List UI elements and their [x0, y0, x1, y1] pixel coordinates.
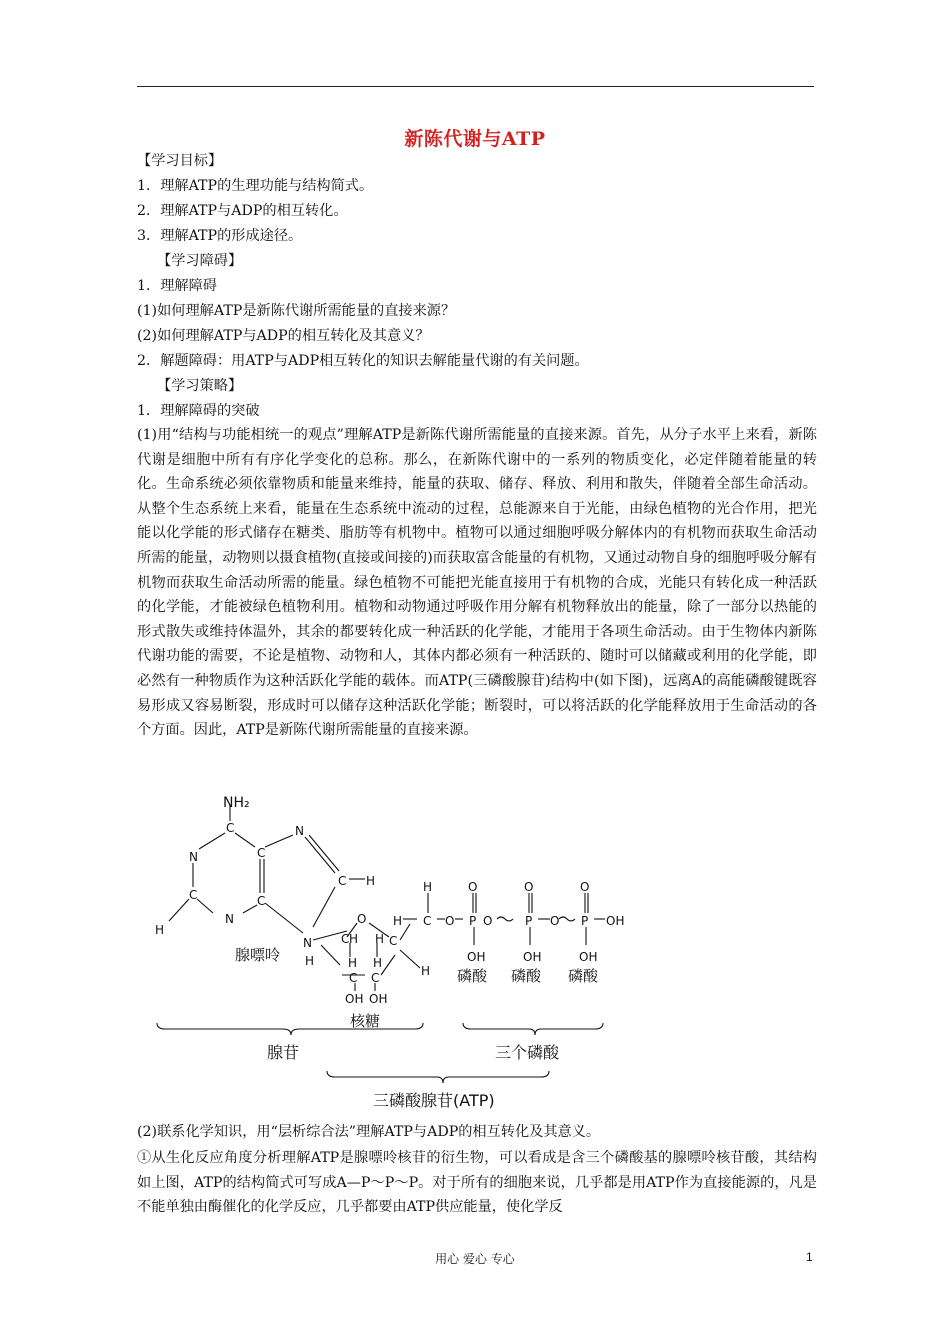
atom-p: P — [525, 914, 533, 928]
atom-h: H — [349, 932, 359, 946]
atom-c: C — [349, 971, 358, 985]
goal-item: 2．理解ATP与ADP的相互转化。 — [137, 203, 348, 219]
atom-n: N — [303, 936, 312, 950]
atom-o: O — [550, 914, 560, 928]
atom-c: C — [226, 821, 235, 835]
atom-p: P — [469, 914, 477, 928]
atom-nh2: NH₂ — [223, 795, 250, 811]
high-energy-bond — [559, 917, 575, 921]
obstacle-item: 1．理解障碍 — [137, 278, 217, 294]
atom-h: H — [366, 874, 376, 888]
section-heading-goals: 【学习目标】 — [137, 153, 223, 169]
section-heading-strategy: 【学习策略】 — [157, 378, 243, 394]
atom-oh: OH — [523, 950, 542, 964]
atom-o: O — [445, 914, 455, 928]
body-paragraph-1: (1)用“结构与功能相统一的观点”理解ATP是新陈代谢所需能量的直接来源。首先，从分子水平上来看，新陈代谢是细胞中所有有序化学变化的总称。那么，在新陈代谢中的一系列的物质变化，必定伴随着能量的转化。生命系统必须依靠物质和能量来维持，能量的获取、储存、释放、利用和散失，伴随着全部生命活动。从整个生态系统上来看，能量在生态系统中流动的过程，总能源来自于光能，由绿色植物的光合作用，把光能以化学能的形式储存在糖类、脂肪等有机物中。植物可以通过细胞呼吸分解体内的有机物而获取生命活动所需的能量，动物则以摄食植物(直接或间接的)而获取富含能量的有机物，又通过动物自身的细胞呼吸分解有机物而获取生命活动所需的能量。绿色植物不可能把光能直接用于有机物的合成，光能只有转化成一种活跃的化学能，才能被绿色植物利用。植物和动物通过呼吸作用分解有机物释放出的能量，除了一部分以热能的形式散失或维持体温外，其余的都要转化成一种活跃的化学能，才能用于各项生命活动。由于生物体内新陈代谢功能的需要，不论是植物、动物和人，其体内都必须有一种活跃的、随时可以储藏或利用的化学能，即必然有一种物质作为这种活跃化学能的载体。而ATP(三磷酸腺苷)结构中(如下图)，远离A的高能磷酸键既容易形成又容易断裂，形成时可以储存这种活跃化学能；断裂时，可以将活跃的化学能释放用于生命活动的各个方面。因此，ATP是新陈代谢所需能量的直接来源。 — [137, 427, 817, 739]
body-paragraph-2-heading: (2)联系化学知识，用“层析综合法”理解ATP与ADP的相互转化及其意义。 — [137, 1124, 601, 1140]
atom-oh: OH — [606, 914, 625, 928]
atom-oh: OH — [345, 992, 364, 1006]
atom-h: H — [348, 956, 358, 970]
page-title: 新陈代谢与ATP — [404, 128, 546, 150]
atom-h: H — [305, 954, 315, 968]
obstacle-item: (2)如何理解ATP与ADP的相互转化及其意义？ — [137, 328, 430, 344]
atom-c: C — [338, 874, 347, 888]
label-phosphate: 磷酸 — [511, 967, 542, 985]
atom-h: H — [155, 923, 165, 937]
atom-o: O — [580, 880, 590, 894]
label-adenosine: 腺苷 — [267, 1043, 300, 1062]
obstacle-item: (1)如何理解ATP是新陈代谢所需能量的直接来源？ — [137, 303, 456, 319]
atom-c: C — [423, 914, 432, 928]
atom-oh: OH — [369, 992, 388, 1006]
atp-structure-diagram — [145, 795, 665, 1113]
section-heading-obstacles: 【学习障碍】 — [157, 253, 243, 269]
atom-o: O — [357, 912, 367, 926]
atom-c: C — [389, 934, 398, 948]
atom-h: H — [373, 956, 383, 970]
atom-c: C — [257, 894, 266, 908]
atom-h: H — [423, 880, 433, 894]
atom-o: O — [524, 880, 534, 894]
page-number: 1 — [806, 1250, 813, 1264]
goal-item: 3．理解ATP的形成途径。 — [137, 228, 303, 244]
atom-c: C — [189, 888, 198, 902]
label-adenine: 腺嘌呤 — [235, 946, 281, 964]
atom-o: O — [483, 914, 493, 928]
strategy-item: 1．理解障碍的突破 — [137, 403, 260, 419]
page-footer: 用心 爱心 专心 — [435, 1252, 515, 1266]
label-ribose: 核糖 — [350, 1012, 381, 1030]
atom-oh: OH — [579, 950, 598, 964]
atom-o: O — [468, 880, 478, 894]
high-energy-bond — [497, 917, 513, 921]
goal-item: 1．理解ATP的生理功能与结构简式。 — [137, 178, 374, 194]
header-rule — [137, 86, 814, 87]
atom-n: N — [295, 824, 304, 838]
label-phosphate: 磷酸 — [568, 967, 599, 985]
atom-h: H — [393, 914, 403, 928]
atom-c: C — [257, 846, 266, 860]
atom-n: N — [225, 912, 234, 926]
obstacle-item: 2．解题障碍：用ATP与ADP相互转化的知识去解能量代谢的有关问题。 — [137, 353, 589, 369]
atom-n: N — [189, 850, 198, 864]
atom-c: C — [371, 971, 380, 985]
atom-p: P — [581, 914, 589, 928]
label-atp: 三磷酸腺苷(ATP) — [373, 1091, 495, 1110]
atom-c: C — [341, 932, 350, 946]
label-three-phosphates: 三个磷酸 — [495, 1043, 560, 1062]
atom-oh: OH — [467, 950, 486, 964]
atom-h: H — [375, 932, 385, 946]
atom-h: H — [421, 964, 431, 978]
body-paragraph-3: ①从生化反应角度分析理解ATP是腺嘌呤核苷的衍生物，可以看成是含三个磷酸基的腺嘌呤核苷酸，其结构如上图，ATP的结构简式可写成A—P～P～P。对于所有的细胞来说，几乎都是用ATP作为直接能源的，凡是不能单独由酶催化的化学反应，几乎都要由ATP供应能量，使化学反 — [137, 1150, 817, 1216]
label-phosphate: 磷酸 — [457, 967, 488, 985]
